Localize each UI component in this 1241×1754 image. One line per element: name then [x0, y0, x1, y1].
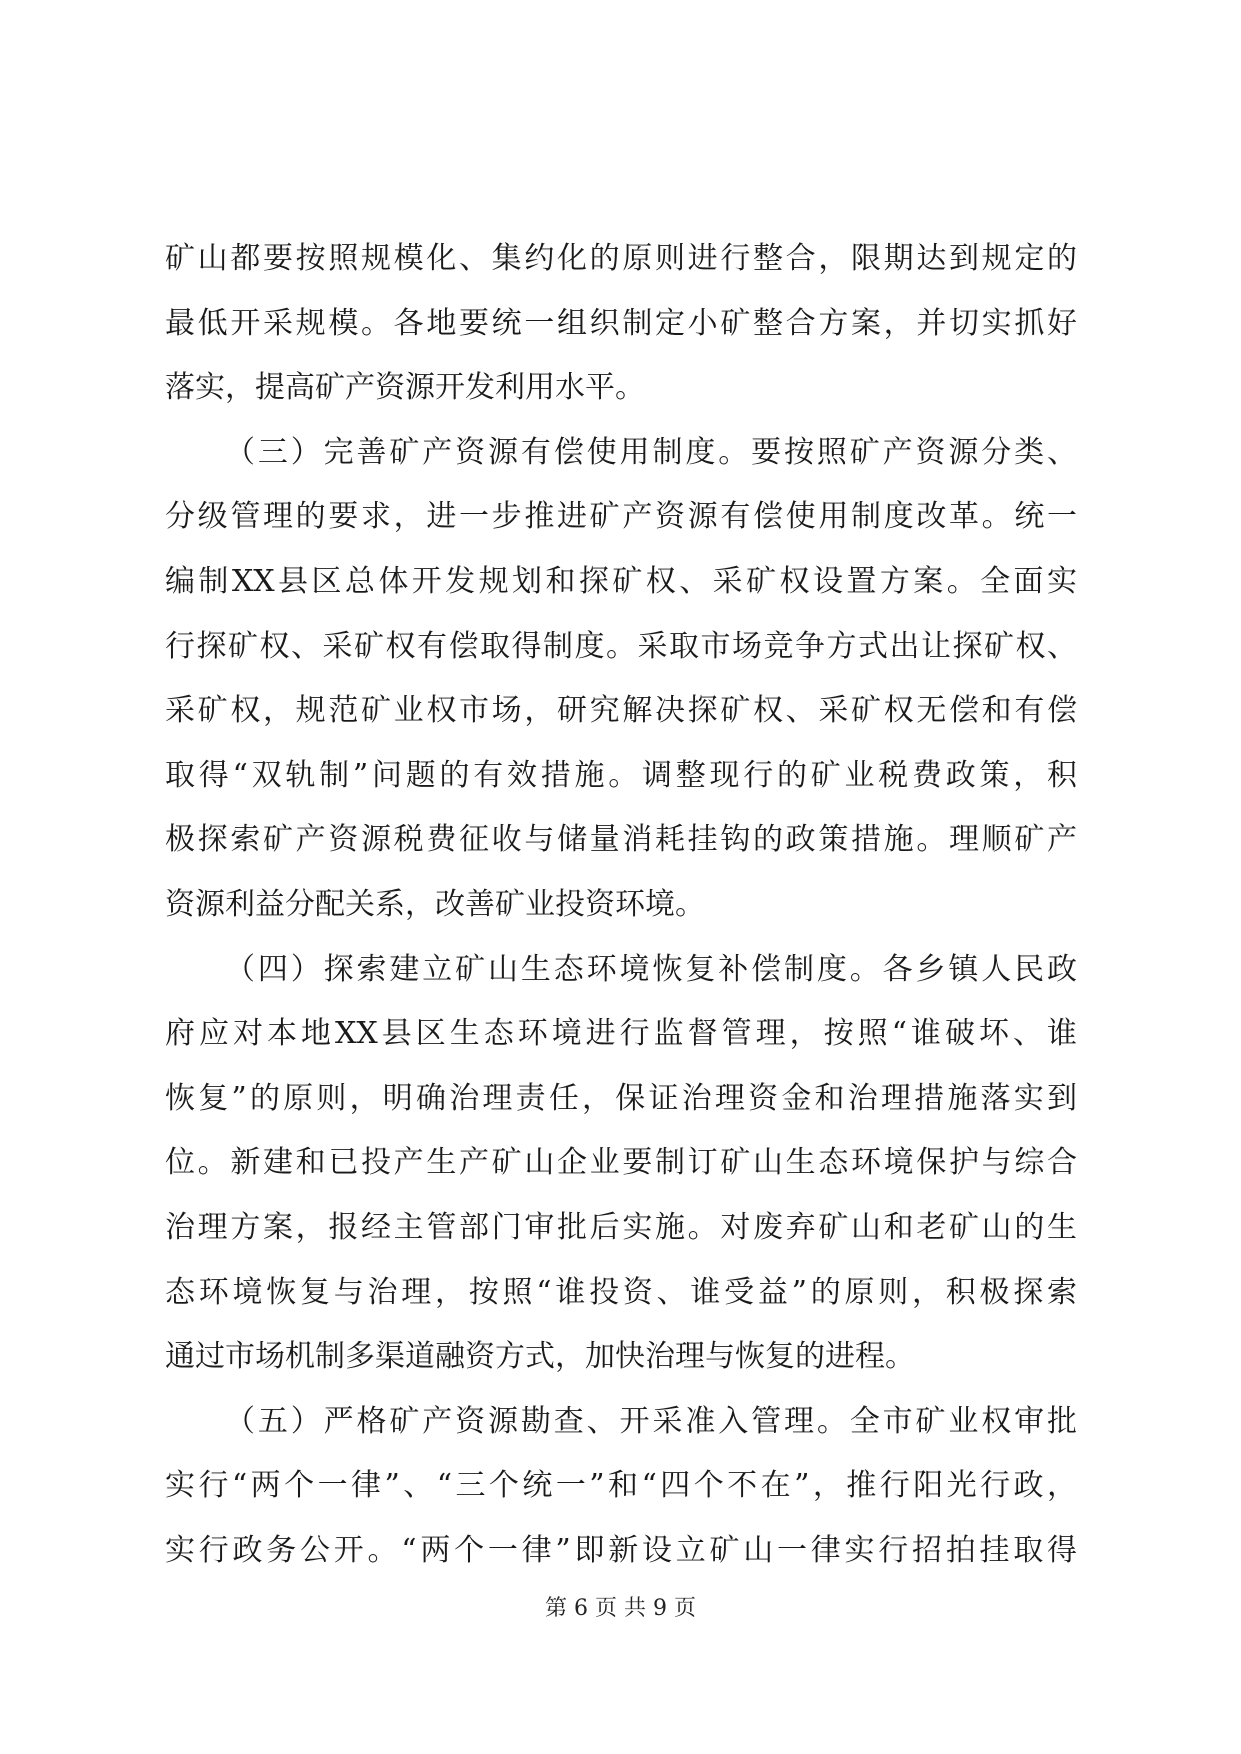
text-line: 最低开采规模。各地要统一组织制定小矿整合方案，并切实抓好	[165, 305, 1077, 341]
text-line: 实行“两个一律”、“三个统一”和“四个不在”，推行阳光行政，	[165, 1468, 1077, 1504]
text-line: 治理方案，报经主管部门审批后实施。对废弃矿山和老矿山的生	[165, 1209, 1077, 1245]
text-line: 分级管理的要求，进一步推进矿产资源有偿使用制度改革。统一	[165, 499, 1077, 535]
paragraph-start-line: （四）探索建立矿山生态环境恢复补偿制度。各乡镇人民政	[225, 951, 1077, 987]
text-line: 落实，提高矿产资源开发利用水平。	[165, 370, 645, 406]
text-line: 行探矿权、采矿权有偿取得制度。采取市场竞争方式出让探矿权、	[165, 628, 1077, 664]
text-line: 矿山都要按照规模化、集约化的原则进行整合，限期达到规定的	[165, 241, 1077, 276]
paragraph-start-line: （五）严格矿产资源勘查、开采准入管理。全市矿业权审批	[225, 1403, 1077, 1439]
text-line: 恢复”的原则，明确治理责任，保证治理资金和治理措施落实到	[165, 1080, 1077, 1116]
text-line: 取得“双轨制”问题的有效措施。调整现行的矿业税费政策，积	[165, 757, 1077, 793]
paragraph-start-line: （三）完善矿产资源有偿使用制度。要按照矿产资源分类、	[225, 434, 1077, 470]
page-number-footer: 第 6 页 共 9 页	[545, 1596, 696, 1621]
text-line: 态环境恢复与治理，按照“谁投资、谁受益”的原则，积极探索	[165, 1274, 1077, 1310]
text-line: 资源利益分配关系，改善矿业投资环境。	[165, 886, 705, 922]
text-line: 采矿权，规范矿业权市场，研究解决探矿权、采矿权无偿和有偿	[165, 693, 1077, 729]
text-line: 通过市场机制多渠道融资方式，加快治理与恢复的进程。	[165, 1339, 915, 1375]
text-line: 府应对本地XX县区生态环境进行监督管理，按照“谁破坏、谁	[165, 1016, 1077, 1052]
text-line: 实行政务公开。“两个一律”即新设立矿山一律实行招拍挂取得	[165, 1532, 1077, 1568]
text-line: 位。新建和已投产生产矿山企业要制订矿山生态环境保护与综合	[165, 1145, 1077, 1181]
document-body	[165, 227, 1077, 1583]
text-line: 编制XX县区总体开发规划和探矿权、采矿权设置方案。全面实	[165, 563, 1077, 599]
text-line: 极探索矿产资源税费征收与储量消耗挂钩的政策措施。理顺矿产	[165, 822, 1077, 858]
